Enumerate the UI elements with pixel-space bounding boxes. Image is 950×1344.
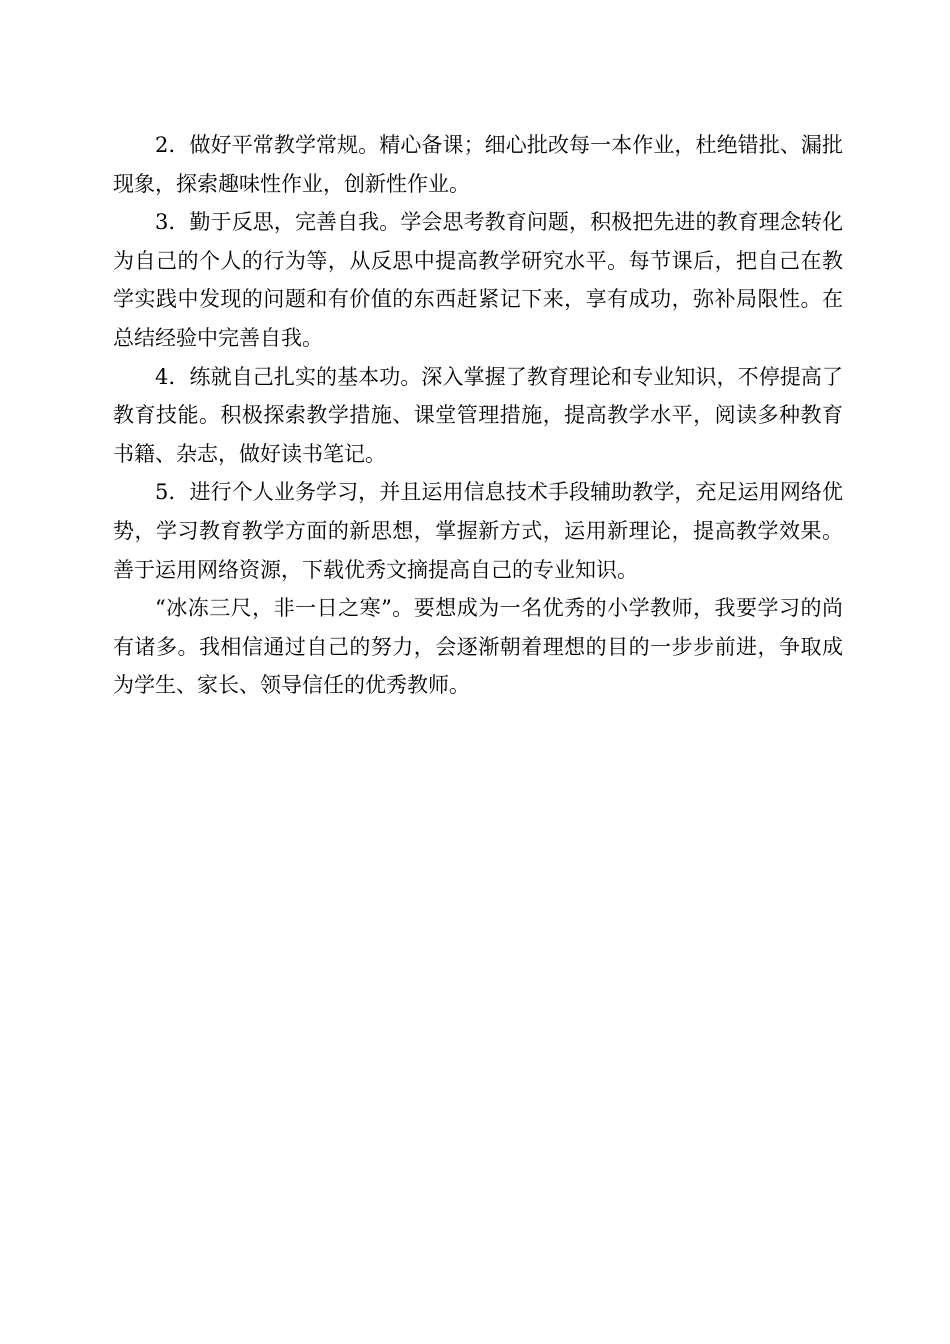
paragraph-item-5: 5．进行个人业务学习，并且运用信息技术手段辅助教学，充足运用网络优势，学习教育教学方面的新思想，掌握新方式，运用新理论，提高教学效果。善于运用网络资源，下载优秀文摘提高自己的专业知识。 <box>113 480 843 582</box>
document-body <box>113 126 843 705</box>
paragraph-item-2: 2．做好平常教学常规。精心备课；细心批改每一本作业，杜绝错批、漏批现象，探索趣味性作业，创新性作业。 <box>113 133 843 196</box>
closing-paragraph: “冰冻三尺，非一日之寒”。要想成为一名优秀的小学教师，我要学习的尚有诸多。我相信通过自己的努力，会逐渐朝着理想的目的一步步前进，争取成为学生、家长、领导信任的优秀教师。 <box>113 596 843 698</box>
paragraph-item-4: 4．练就自己扎实的基本功。深入掌握了教育理论和专业知识，不停提高了教育技能。积极探索教学措施、课堂管理措施，提高教学水平，阅读多种教育书籍、杂志，做好读书笔记。 <box>113 364 843 466</box>
paragraph-item-3: 3．勤于反思，完善自我。学会思考教育问题，积极把先进的教育理念转化为自己的个人的行为等，从反思中提高教学研究水平。每节课后，把自己在教学实践中发现的问题和有价值的东西赶紧记下来，享有成功，弥补局限性。在总结经验中完善自我。 <box>113 210 843 350</box>
